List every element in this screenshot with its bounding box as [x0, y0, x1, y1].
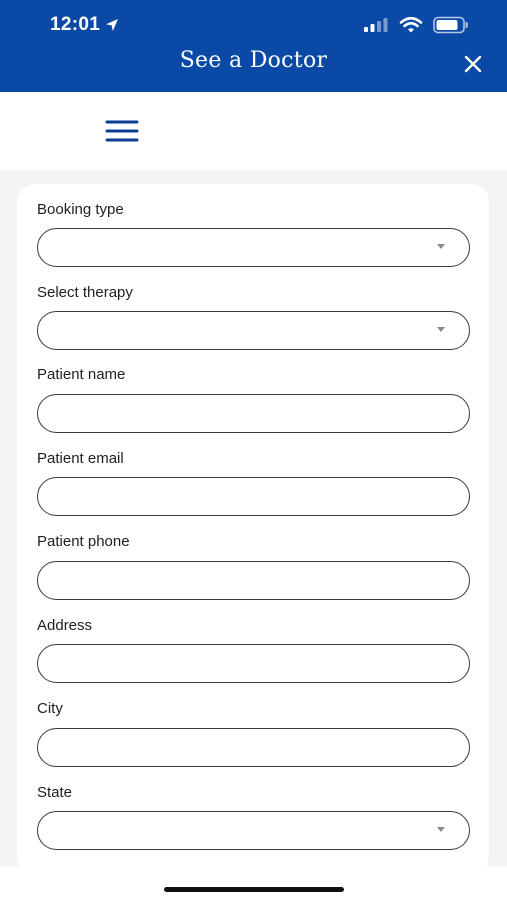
select-therapy-label: Select therapy	[37, 284, 133, 301]
state-select[interactable]	[37, 811, 470, 850]
state-label: State	[37, 784, 73, 801]
status-bar-icons	[363, 16, 469, 34]
bottom-safe-area	[0, 866, 507, 900]
menu-button[interactable]	[104, 118, 140, 144]
patient-phone-input[interactable]	[37, 561, 470, 600]
select-therapy-select[interactable]	[37, 311, 470, 350]
app-header	[0, 0, 507, 92]
hamburger-menu-icon	[104, 118, 140, 144]
chevron-down-icon	[437, 327, 445, 332]
patient-name-label: Patient name	[37, 366, 126, 383]
booking-type-label: Booking type	[37, 201, 124, 218]
location-arrow-icon	[105, 18, 119, 32]
cellular-signal-icon	[363, 17, 389, 33]
city-label: City	[37, 700, 63, 717]
menu-bar	[0, 92, 507, 170]
patient-email-label: Patient email	[37, 450, 124, 467]
address-label: Address	[37, 617, 93, 634]
address-input[interactable]	[37, 644, 470, 683]
patient-phone-label: Patient phone	[37, 533, 130, 550]
chevron-down-icon	[437, 244, 445, 249]
battery-icon	[433, 16, 469, 34]
status-bar-time	[50, 14, 119, 36]
home-indicator[interactable]	[164, 887, 344, 892]
patient-email-input[interactable]	[37, 477, 470, 516]
chevron-down-icon	[437, 827, 445, 832]
wifi-icon	[399, 16, 423, 34]
patient-name-input[interactable]	[37, 394, 470, 433]
close-button[interactable]	[461, 52, 485, 76]
booking-type-select[interactable]	[37, 228, 470, 267]
close-icon	[464, 55, 482, 73]
page-title: See a Doctor	[179, 48, 328, 73]
city-input[interactable]	[37, 728, 470, 767]
status-time-text: 12:01	[50, 14, 101, 35]
